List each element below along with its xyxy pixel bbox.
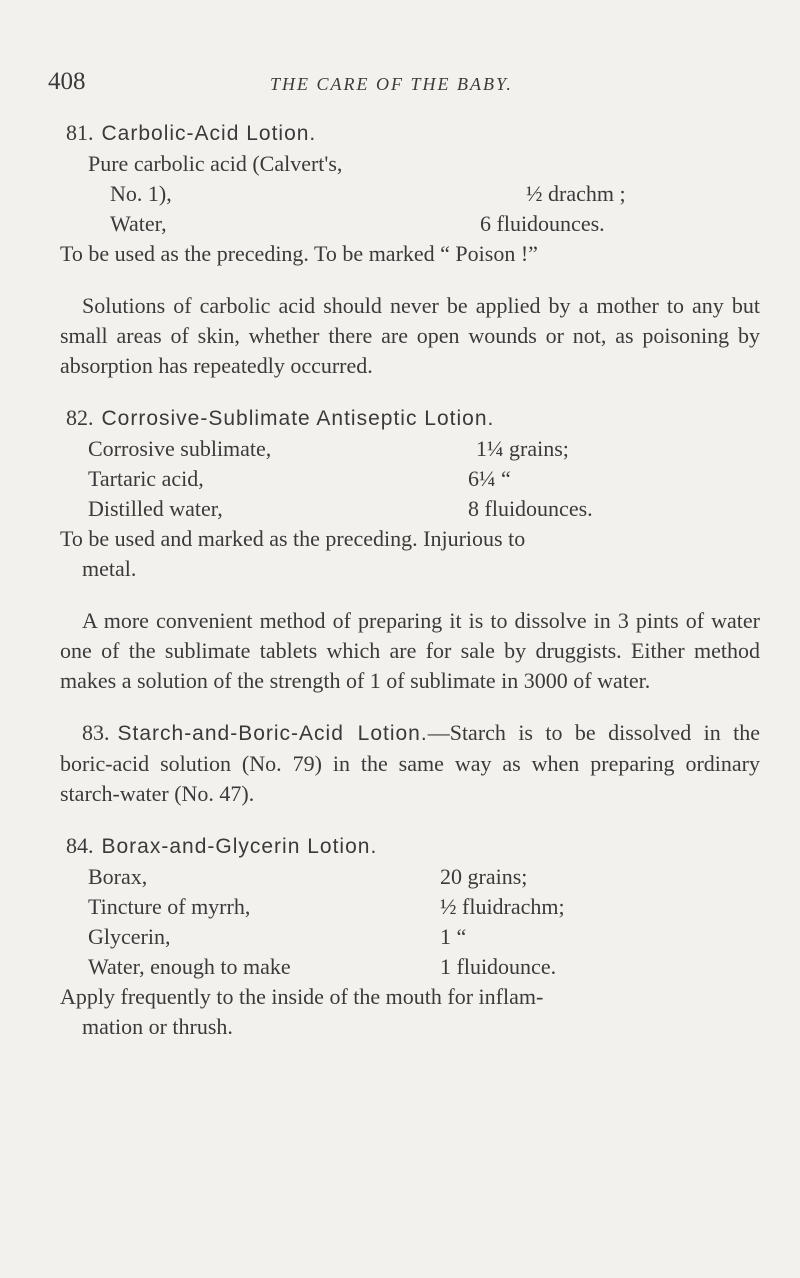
section-title: Borax-and-Glycerin Lotion. bbox=[101, 835, 378, 858]
section-83-paragraph bbox=[60, 718, 760, 809]
ingredient-quantity: ½ fluidrachm; bbox=[440, 894, 565, 919]
ingredient-name: Distilled water, bbox=[88, 496, 223, 521]
section-81-paragraph: Solutions of carbolic acid should never be applied by a mother to any but small areas of skin, whether there are open wounds or not, as poisoning by absorption has repeatedly occurred. bbox=[60, 293, 760, 378]
section-83-heading bbox=[82, 722, 428, 745]
recipe-82 bbox=[88, 434, 760, 524]
section-84-note-line: Apply frequently to the inside of the mouth for inflam- bbox=[60, 984, 544, 1009]
section-81-note: To be used as the preceding. To be marked “ Poison !” bbox=[60, 241, 538, 266]
section-title: Starch-and-Boric-Acid Lotion. bbox=[117, 722, 428, 745]
ingredient-row bbox=[88, 952, 760, 982]
ingredient-row bbox=[88, 892, 760, 922]
ingredient-quantity: 20 grains; bbox=[440, 864, 528, 889]
ingredient-row bbox=[88, 862, 760, 892]
section-number: 81. bbox=[66, 120, 94, 145]
ingredient-name: Tartaric acid, bbox=[88, 466, 204, 491]
ingredient-name: Glycerin, bbox=[88, 924, 171, 949]
page-number: 408 bbox=[48, 68, 86, 95]
recipe-81 bbox=[88, 149, 760, 239]
ingredient-quantity: 1 fluidounce. bbox=[440, 954, 557, 979]
ingredient-name: Tincture of myrrh, bbox=[88, 894, 251, 919]
recipe-84 bbox=[88, 862, 760, 982]
section-82-note-line: metal. bbox=[82, 556, 137, 581]
section-84-heading bbox=[66, 831, 760, 862]
section-title: Corrosive-Sublimate Antiseptic Lotion. bbox=[101, 407, 495, 430]
ingredient-row bbox=[88, 179, 760, 209]
ingredient-quantity: ½ drachm ; bbox=[526, 181, 626, 206]
ingredient-row bbox=[88, 434, 760, 464]
ingredient-name: Water, enough to make bbox=[88, 954, 291, 979]
ingredient-quantity: 1 “ bbox=[440, 924, 467, 949]
section-82-note-line: To be used and marked as the preceding. Injurious to bbox=[60, 526, 526, 551]
ingredient-row bbox=[88, 494, 760, 524]
ingredient-quantity: 6 fluidounces. bbox=[480, 211, 605, 236]
ingredient-name: Water, bbox=[110, 211, 167, 236]
ingredient-row bbox=[88, 149, 760, 179]
ingredient-name: Pure carbolic acid (Calvert's, bbox=[88, 151, 343, 176]
section-83-text: —Starch is to be dissolved in the boric-acid solution (No. 79) in the same way as when preparing ordinary starch-water (No. 47). bbox=[60, 720, 760, 806]
book-title: THE CARE OF THE BABY. bbox=[270, 74, 513, 94]
ingredient-row bbox=[88, 464, 760, 494]
page-content bbox=[60, 118, 760, 1042]
section-title: Carbolic-Acid Lotion. bbox=[101, 122, 317, 145]
ingredient-name: Corrosive sublimate, bbox=[88, 436, 272, 461]
section-number: 83. bbox=[82, 720, 110, 745]
ingredient-name: No. 1), bbox=[110, 181, 172, 206]
ingredient-quantity: 1¼ grains; bbox=[476, 436, 569, 461]
section-82-heading bbox=[66, 403, 760, 434]
ingredient-row bbox=[88, 209, 760, 239]
ingredient-name: Borax, bbox=[88, 864, 148, 889]
ingredient-quantity: 6¼ “ bbox=[468, 466, 511, 491]
ingredient-row bbox=[88, 922, 760, 952]
running-head bbox=[0, 68, 800, 98]
section-84-note-line: mation or thrush. bbox=[82, 1014, 233, 1039]
section-number: 84. bbox=[66, 833, 94, 858]
section-82-paragraph: A more convenient method of preparing it is to dissolve in 3 pints of water one of the sublimate tablets which are for sale by druggists. Either method makes a solution of the strength of 1 of sublimate in 3000 of water. bbox=[60, 608, 760, 693]
ingredient-quantity: 8 fluidounces. bbox=[468, 496, 593, 521]
section-number: 82. bbox=[66, 405, 94, 430]
section-81-heading bbox=[66, 118, 760, 149]
